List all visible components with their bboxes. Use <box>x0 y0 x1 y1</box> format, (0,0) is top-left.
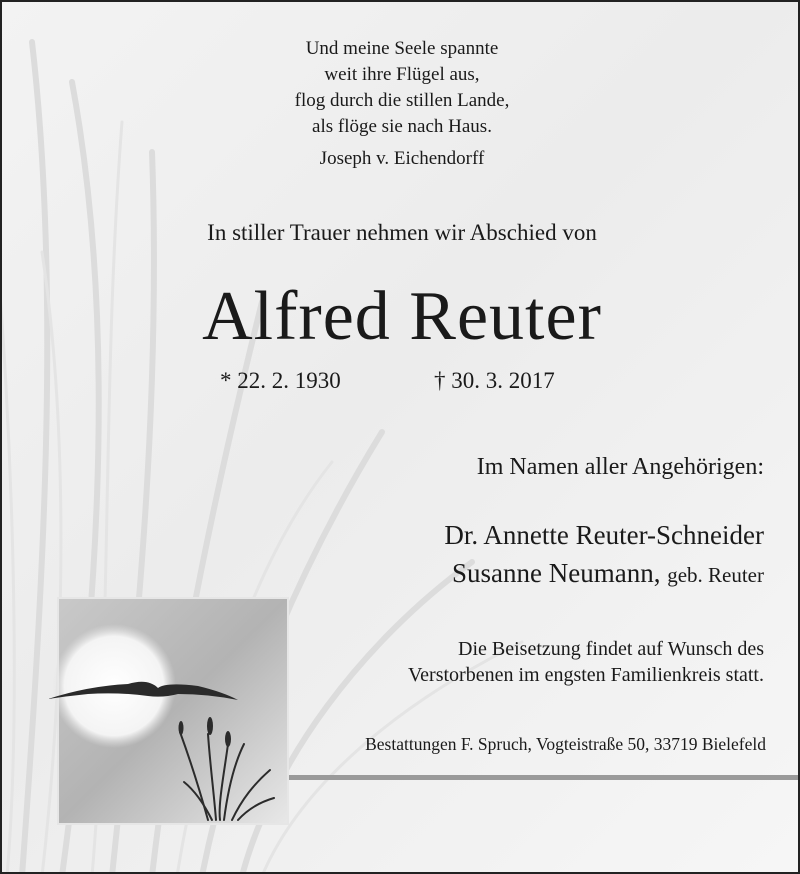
poem <box>202 36 602 172</box>
poem-line: weit ihre Flügel aus, <box>324 64 480 85</box>
family-member-name: Susanne Neumann, <box>451 558 661 588</box>
family-members <box>444 516 764 594</box>
family-member-nee: geb. Reuter <box>667 563 764 587</box>
family-heading: Im Namen aller Angehörigen: <box>476 454 764 480</box>
poem-author: Joseph v. Eichendorff <box>319 148 485 169</box>
family-member <box>444 516 764 554</box>
undertaker-address: Bestattungen F. Spruch, Vogteistraße 50, 33719 Bielefeld <box>365 734 766 754</box>
poem-line: als flöge sie nach Haus. <box>312 116 492 137</box>
deceased-name: Alfred Reuter <box>202 278 602 355</box>
intro-text: In stiller Trauer nehmen wir Abschied von <box>207 220 597 245</box>
funeral-info-line: Verstorbenen im engsten Familienkreis statt. <box>407 664 764 686</box>
bird-sun-grass-image <box>48 594 292 826</box>
family-member <box>444 554 764 594</box>
poem-line: Und meine Seele spannte <box>305 38 499 59</box>
family-member-name: Dr. Annette Reuter-Schneider <box>444 520 764 550</box>
birth-date: * 22. 2. 1930 <box>220 368 341 393</box>
death-date: † 30. 3. 2017 <box>434 368 555 393</box>
poem-line: flog durch die stillen Lande, <box>294 90 510 111</box>
funeral-info-line: Die Beisetzung findet auf Wunsch des <box>458 638 764 660</box>
funeral-info <box>408 636 764 688</box>
